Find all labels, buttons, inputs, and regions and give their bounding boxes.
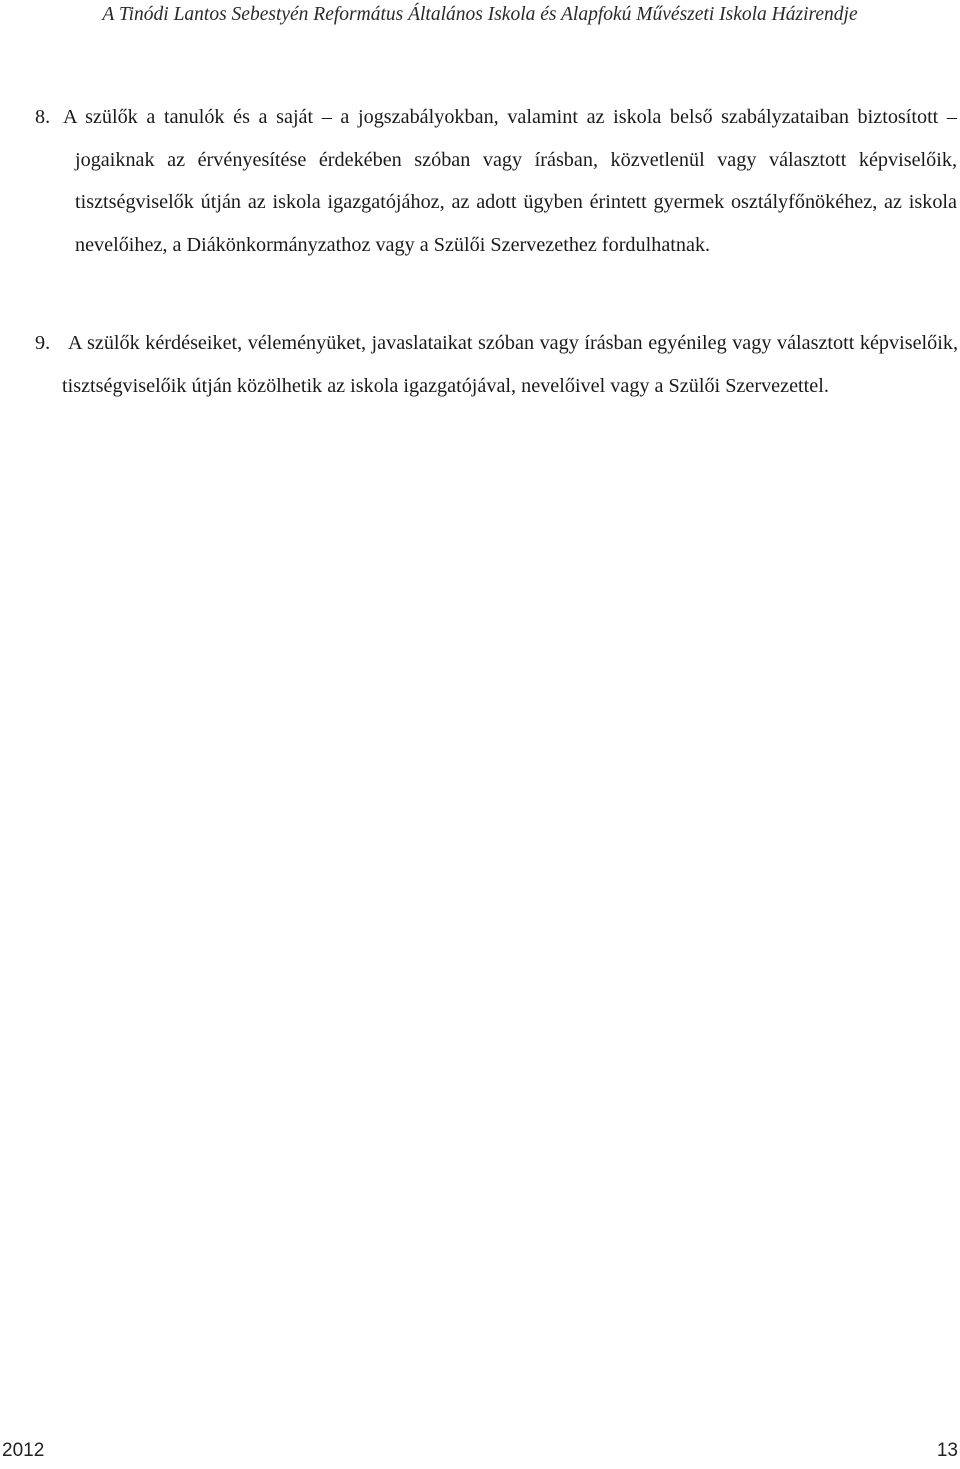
footer-year: 2012 — [2, 1440, 45, 1461]
item-number: 8. — [35, 106, 51, 128]
rule-item-9 — [35, 322, 958, 407]
rule-item-8 — [35, 96, 957, 267]
page-header: A Tinódi Lantos Sebestyén Református Általános Iskola és Alapfokú Művészeti Iskola Házirendje — [102, 4, 858, 25]
item-text: A szülők a tanulók és a saját – a jogszabályokban, valamint az iskola belső szabályzataiban biztosított – jogaiknak az érvényesítése érdekében szóban vagy írásban, közvetlenül vagy választott képviselőik, tisztségviselők útján az iskola igazgatójához, az adott ügyben érintett gyermek osztályfőnökéhez, az iskola nevelőihez, a Diákönkormányzathoz vagy a Szülői Szervezethez fordulhatnak. — [63, 106, 957, 257]
item-number: 9. — [35, 332, 51, 354]
footer-page-number: 13 — [936, 1440, 958, 1461]
item-text: A szülők kérdéseiket, véleményüket, javaslataikat szóban vagy írásban egyénileg vagy választott képviselőik, tisztségviselőik útján közölhetik az iskola igazgatójával, nevelőivel vagy a Szülői Szervezettel. — [62, 332, 958, 397]
